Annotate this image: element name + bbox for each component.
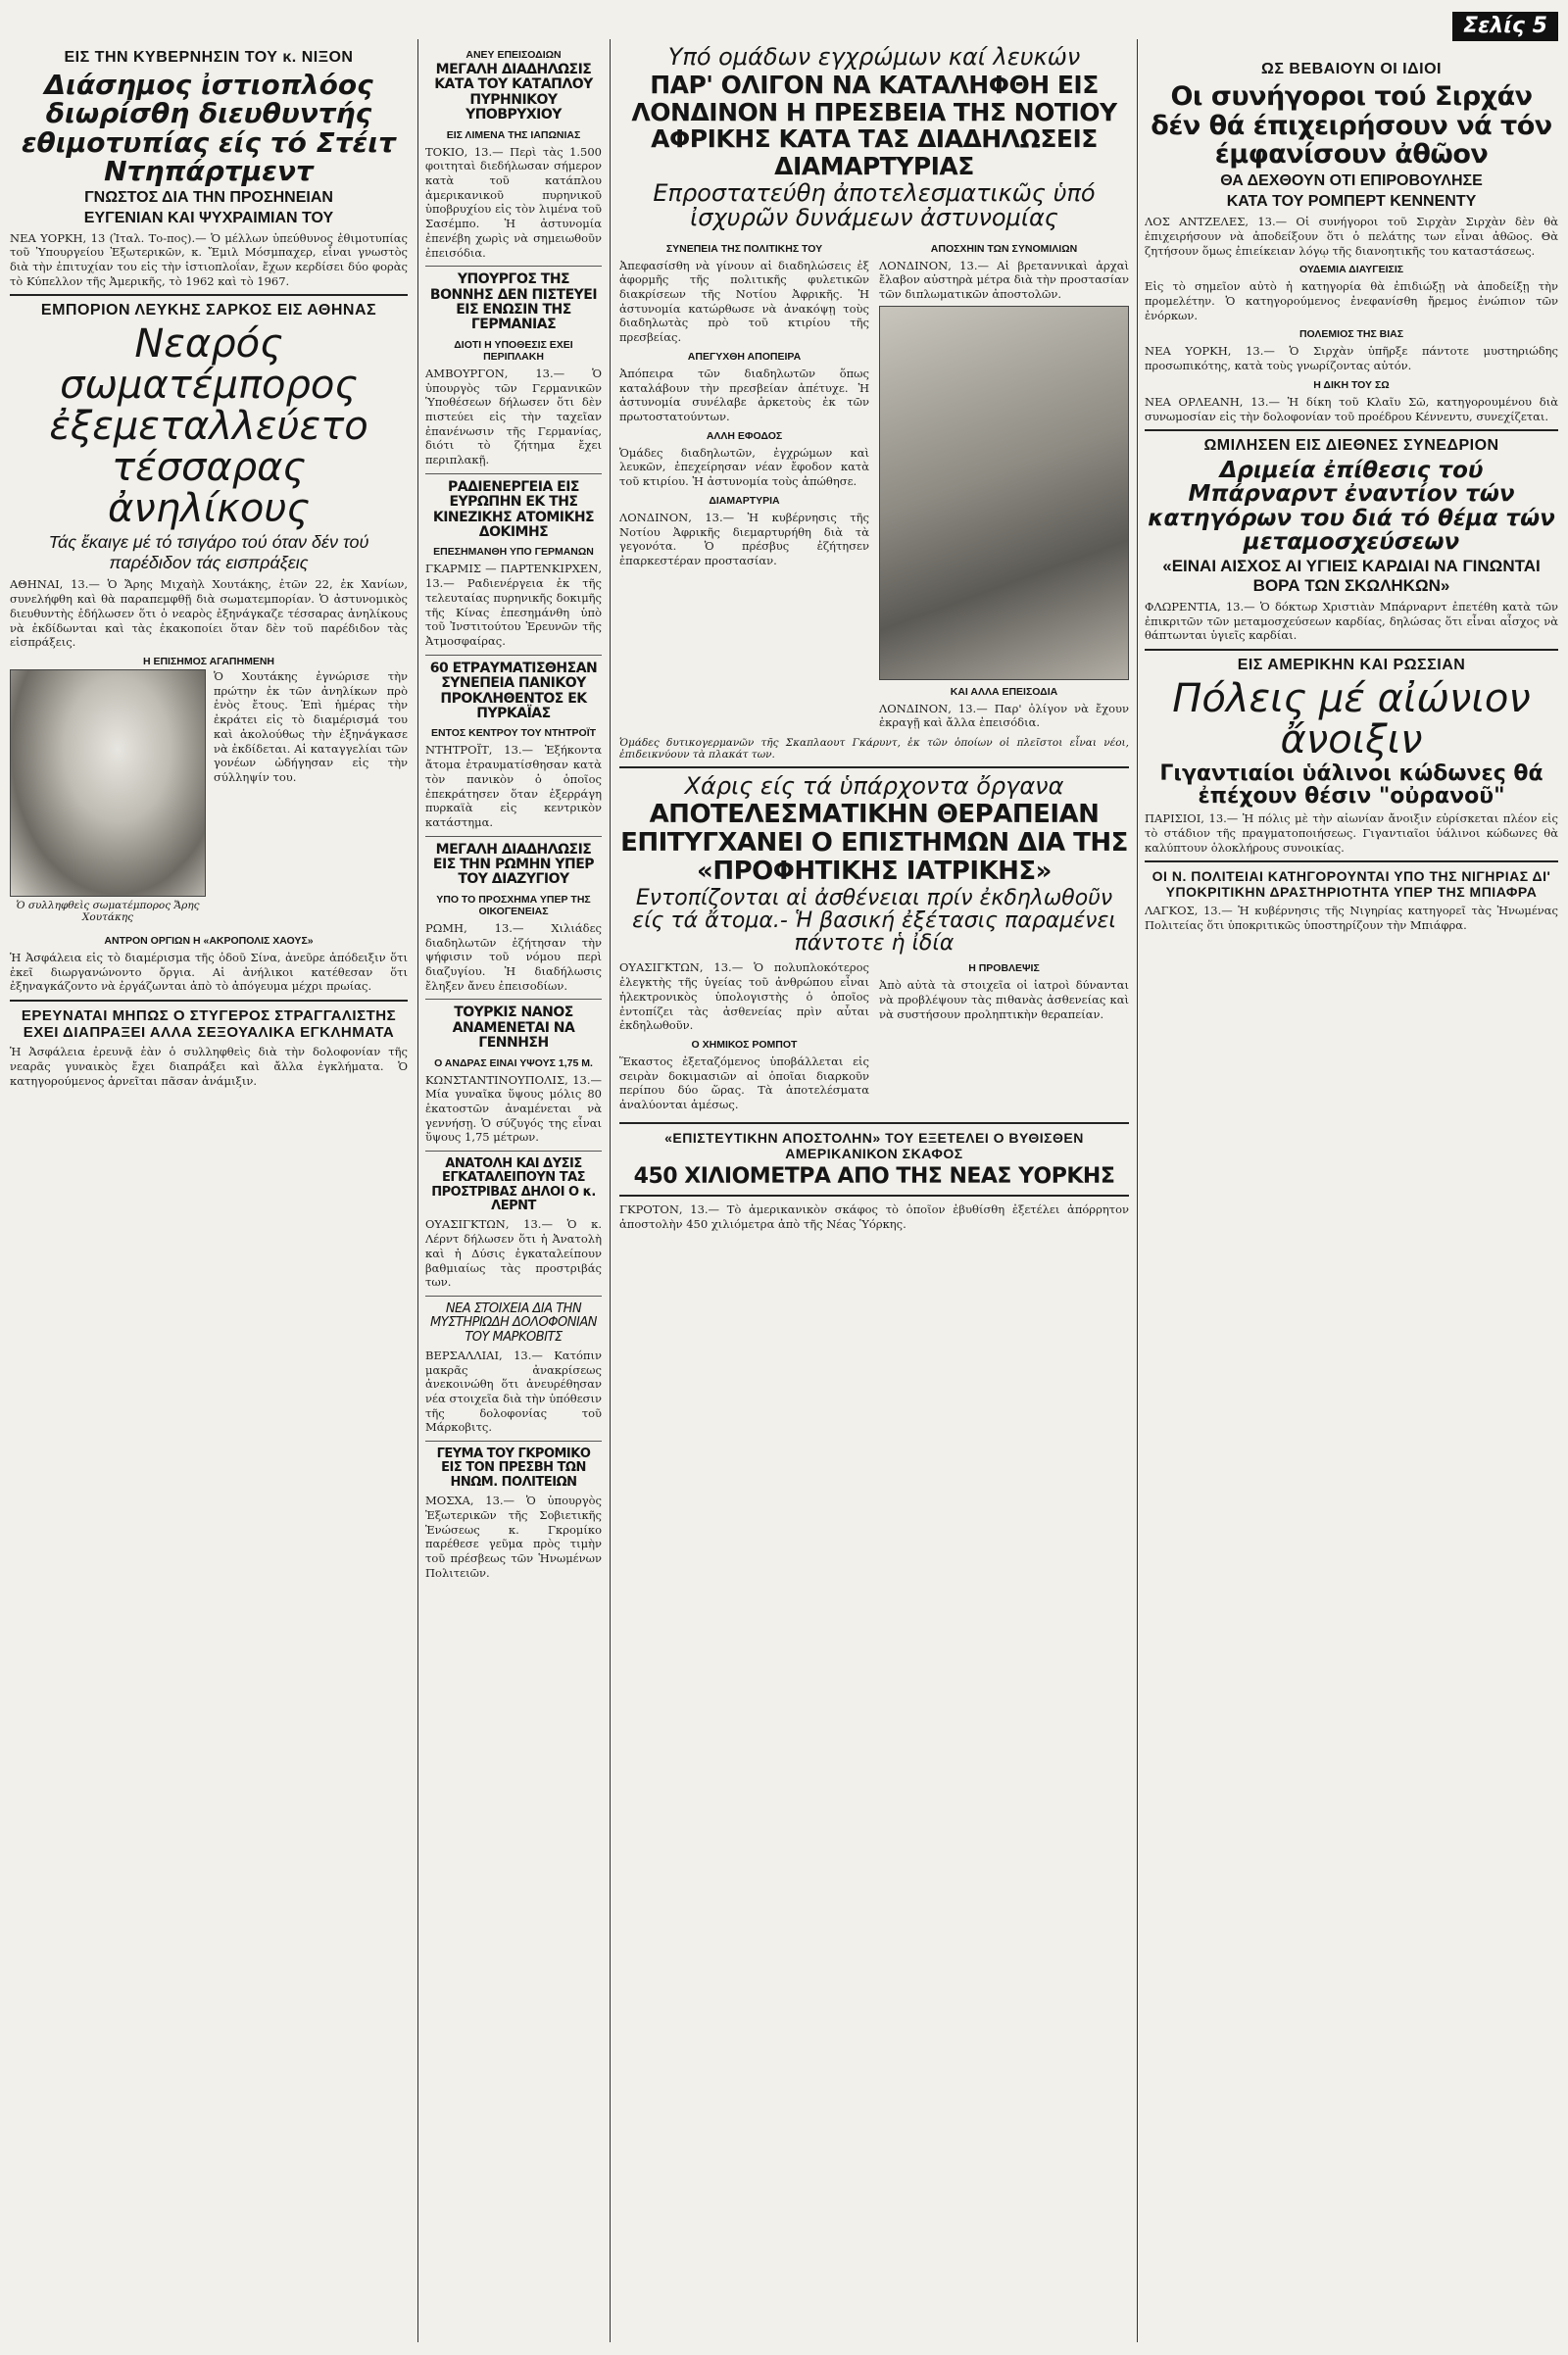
- headline-markovic: ΝΕΑ ΣΤΟΙΧΕΙΑ ΔΙΑ ΤΗΝ ΜΥΣΤΗΡΙΩΔΗ ΔΟΛΟΦΟΝΙΑΝ ΤΟΥ ΜΑΡΚΟΒΙΤΣ: [430, 1300, 597, 1345]
- subhead-1: ΘΑ ΔΕΧΘΟΥΝ ΟΤΙ ΕΠΙΡΟΒΟΥΛΗΣΕ: [1220, 172, 1483, 190]
- story-text: ΑΜΒΟΥΡΓΟΝ, 13.— Ὁ ὑπουργὸς τῶν Γερμανικῶν Ὑποθέσεων δήλωσεν ὅτι δὲν πιστεύει εἰς τὴν ταχεῖαν ἐπανένωσιν τῆς Γερμανίας, διότι τὸ ζήτημα ἔχει περιπλακῇ.: [425, 366, 602, 467]
- section-heading: Η ΔΙΚΗ ΤΟΥ ΣΩ: [1313, 378, 1390, 391]
- kicker-congress: ΩΜΙΛΗΣΕΝ ΕΙΣ ΔΙΕΘΝΕΣ ΣΥΝΕΔΡΙΟΝ: [1203, 437, 1499, 455]
- divider: [425, 266, 602, 267]
- story-text: Ἕκαστος ἐξεταζόμενος ὑποβάλλεται εἰς σειρὰν δοκιμασιῶν αἱ ὁποῖαι διαρκοῦν περίπου δύο ὥρας. Τὰ ἀποτελέσματα ἀναλύονται ἀμέσως.: [619, 1055, 869, 1112]
- section-heading: ΠΟΛΕΜΙΟΣ ΤΗΣ ΒΙΑΣ: [1298, 328, 1404, 341]
- column-rule: [1137, 39, 1138, 2342]
- column-2: [425, 43, 602, 1584]
- section-heading: ΚΑΙ ΑΛΛΑ ΕΠΕΙΣΟΔΙΑ: [950, 685, 1058, 698]
- headline-gromyko: ΓΕΥΜΑ ΤΟΥ ΓΚΡΟΜΙΚΟ ΕΙΣ ΤΟΝ ΠΡΕΣΒΗ ΤΩΝ ΗΝΩΜ. ΠΟΛΙΤΕΙΩΝ: [436, 1447, 591, 1490]
- divider: [425, 473, 602, 474]
- divider: [425, 1151, 602, 1152]
- story-text: ΛΑΓΚΟΣ, 13.— Ἡ κυβέρνησις τῆς Νιγηρίας κατηγορεῖ τὰς Ἡνωμένας Πολιτείας ὅτι ὑποκριτικῶς ὑποστηρίζουν τὴν Μπιάφρα.: [1145, 904, 1558, 933]
- section-heading: ΑΠΟΣΧΗΙΝ ΤΩΝ ΣΥΝΟΜΙΛΙΩΝ: [930, 242, 1078, 255]
- demonstrators-photo: [879, 306, 1129, 680]
- story-text: ΝΕΑ ΥΟΡΚΗ, 13 (Ἰταλ. Το-πος).— Ὁ μέλλων ὑπεύθυνος ἐθιμοτυπίας τοῦ Ὑπουργείου Ἐξωτερικῶν, κ. Ἔμιλ Μόσμπαχερ, εἶναι γνωστὸς διὰ τὴν ἐπιτυχίαν του εἰς τὴν ἱστιοπλοΐαν, ἔχων κερδίσει δύο φορὰς τὸ Κύπελλον τῆς Ἀμερικῆς, τὸ 1962 καὶ τὸ 1967.: [10, 230, 408, 288]
- headline-london-embassy: ΠΑΡ' ΟΛΙΓΟΝ ΝΑ ΚΑΤΑΛΗΦΘΗ ΕΙΣ ΛΟΝΔΙΝΟΝ Η ΠΡΕΣΒΕΙΑ ΤΗΣ ΝΟΤΙΟΥ ΑΦΡΙΚΗΣ ΚΑΤΑ ΤΑΣ ΔΙΑΔΗΛΩΣΕΙΣ ΔΙΑΜΑΡΤΥΡΙΑΣ: [631, 71, 1117, 180]
- subhead-1: ΓΝΩΣΤΟΣ ΔΙΑ ΤΗΝ ΠΡΟΣΗΝΕΙΑΝ: [84, 188, 333, 206]
- story-text: ΓΚΑΡΜΙΣ — ΠΑΡΤΕΝΚΙΡΧΕΝ, 13.— Ραδιενέργεια ἐκ τῆς τελευταίας πυρηνικῆς δοκιμῆς τῆς Κίνας ἐπεσημάνθη ὑπὸ τοῦ Ἰνστιτούτου Ἐρευνῶν τῆς Ἀτμοσφαίρας.: [425, 562, 602, 649]
- divider: [425, 1296, 602, 1297]
- column-center: [619, 43, 1129, 1236]
- section-heading: ΑΠΕΓΥΧΘΗ ΑΠΟΠΕΙΡΑ: [687, 350, 802, 363]
- subhead: ΔΙΟΤΙ Η ΥΠΟΘΕΣΙΣ ΕΧΕΙ ΠΕΡΙΠΛΑΚΗ: [454, 338, 573, 363]
- story-text: ΝΕΑ ΟΡΛΕΑΝΗ, 13.— Ἡ δίκη τοῦ Κλαῖυ Σῶ, κατηγορουμένου διὰ συνωμοσίαν εἰς τὴν δολοφονίαν τοῦ προέδρου Κέννεντυ, συνεχίζεται.: [1145, 394, 1558, 423]
- story-text: Ἀπὸ αὐτὰ τὰ στοιχεῖα οἱ ἰατροὶ δύνανται νὰ προβλέψουν τὰς πιθανὰς ἀσθενείας καὶ νὰ συστήσουν προληπτικὴν θεραπείαν.: [879, 978, 1129, 1021]
- story-text: ΒΕΡΣΑΛΛΙΑΙ, 13.— Κατόπιν μακρᾶς ἀνακρίσεως ἀνεκοινώθη ὅτι ἀνευρέθησαν νέα στοιχεῖα διὰ τὴν ὑπόθεσιν τῆς δολοφονίας τοῦ Μάρκοβιτς.: [425, 1348, 602, 1435]
- kicker-america-russia: ΕΙΣ ΑΜΕΡΙΚΗΝ ΚΑΙ ΡΩΣΣΙΑΝ: [1237, 656, 1466, 673]
- story-text: ΦΛΩΡΕΝΤΙΑ, 13.— Ὁ δόκτωρ Χριστιὰν Μπάρναρντ ἐπετέθη κατὰ τῶν ἐπικριτῶν τῶν μεταμοσχεύσεων καρδίας, δηλώσας ὅτι εἶναι αἶσχος νὰ θάπτωνται ὑγιεῖς καρδίαι.: [1145, 599, 1558, 643]
- subhead-3: Τάς ἔκαιγε μέ τό τσιγάρο τού όταν δέν τού παρέδιδον τάς εισπράξεις: [48, 532, 369, 573]
- headline-sirhan-lawyers: Οι συνήγοροι τού Σιρχάν δέν θά έπιχειρήσουν νά τόν έμφανίσουν ἀθῶον: [1151, 81, 1552, 171]
- story-text: Ἡ Ἀσφάλεια ἐρευνᾷ ἐὰν ὁ συλληφθεὶς διὰ τὴν δολοφονίαν τῆς νεαρᾶς γυναικὸς ἔχει διαπράξει καὶ ἄλλα ἐγκλήματα. Ὁ κατηγορούμενος ἀρνεῖται πᾶσαν ἀνάμιξιν.: [10, 1045, 408, 1088]
- photo-caption: Ὁ συλληφθεὶς σωματέμπορος Ἄρης Χουτάκης: [16, 900, 200, 924]
- story-text: Ἀπόπειρα τῶν διαδηλωτῶν ὅπως καταλάβουν τὴν πρεσβείαν ἀπέτυχε. Ἡ ἀστυνομία συνέλαβε ἀρκετοὺς ἐκ τῶν πρωτοστατούντων.: [619, 366, 869, 424]
- section-heading: ΟΥΔΕΜΙΑ ΔΙΑΥΓΕΙΣΙΣ: [1298, 264, 1404, 276]
- story-text: ΛΟΝΔΙΝΟΝ, 13.— Παρ' ὀλίγον νὰ ἔχουν ἐκραγῇ καὶ ἄλλα ἐπεισόδια.: [879, 701, 1129, 730]
- section-heading: ΣΥΝΕΠΕΙΑ ΤΗΣ ΠΟΛΙΤΙΚΗΣ ΤΟΥ: [665, 242, 823, 255]
- divider: [10, 1000, 408, 1002]
- story-text: Εἰς τὸ σημεῖον αὐτὸ ἡ κατηγορία θὰ ἐπιδιώξῃ νὰ ἀποδείξῃ τὴν προμελέτην. Ὁ κατηγορούμενος ἐνεφανίσθη ἤρεμος ἐνώπιον τῶν ἐνόρκων.: [1145, 279, 1558, 322]
- story-text: Ὁμάδες διαδηλωτῶν, ἐγχρώμων καὶ λευκῶν, ἐπεχείρησαν νέαν ἔφοδον κατὰ τοῦ κτιρίου. Ἡ ἀστυνομία τοὺς ἀπώθησε.: [619, 445, 869, 489]
- headline-east-west: ΑΝΑΤΟΛΗ ΚΑΙ ΔΥΣΙΣ ΕΓΚΑΤΑΛΕΙΠΟΥΝ ΤΑΣ ΠΡΟΣΤΡΙΒΑΣ ΔΗΛΟΙ Ο κ. ΛΕΡΝΤ: [431, 1156, 596, 1214]
- column-4: [1145, 59, 1558, 937]
- photo-caption: Ὁμάδες δυτικογερμανῶν τῆς Σκαπλαουτ Γκάρυντ, ἐκ τῶν ὁποίων οἱ πλεῖστοι εἶναι νέοι, ἐπιδεικνύουν τὰ πλακάτ των.: [619, 737, 1129, 761]
- story-text: ΡΩΜΗ, 13.— Χιλιάδες διαδηλωτῶν ἐζήτησαν τὴν ψήφισιν τοῦ νόμου περὶ διαζυγίου. Ἡ διαδήλωσις ἔληξεν ἄνευ ἐπεισοδίων.: [425, 920, 602, 993]
- subhead-3: «ΕΙΝΑΙ ΑΙΣΧΟΣ ΑΙ ΥΓΙΕΙΣ ΚΑΡΔΙΑΙ ΝΑ ΓΙΝΩΝΤΑΙ ΒΟΡΑ ΤΩΝ ΣΚΩΛΗΚΩΝ»: [1162, 556, 1541, 595]
- story-text: Ἡ Ἀσφάλεια εἰς τὸ διαμέρισμα τῆς ὁδοῦ Σίνα, ἀνεῦρε ἀπόδειξιν ὅτι ἐκεῖ διωργανώνοντο ὄργια. Αἱ ἀνήλικοι κατέθεσαν ὅτι ἐξηναγκάζοντο νὰ ἐργάζωνται ἀπὸ τὸ ἀπόγευμα μέχρι πρωίας.: [10, 951, 408, 994]
- story-text: ΛΟΝΔΙΝΟΝ, 13.— Αἱ βρεταννικαὶ ἀρχαὶ ἔλαβον αὐστηρὰ μέτρα διὰ τὴν προστασίαν τῶν διπλωματικῶν ἀποστολῶν.: [879, 258, 1129, 301]
- kicker-colored-white: Υπό ομάδων εγχρώμων καί λευκών: [667, 43, 1081, 71]
- subhead-police: Επροστατεύθη ἀποτελεσματικῶς ὑπό ἰσχυρῶν δυνάμεων ἀστυνομίας: [653, 179, 1096, 232]
- divider: [1145, 429, 1558, 431]
- column-1: [10, 47, 408, 1092]
- section-heading: ΔΙΑΜΑΡΤΥΡΙΑ: [709, 494, 780, 507]
- page-number-masthead: Σελίς 5: [1452, 12, 1558, 41]
- subhead-glass-domes: Γιγαντιαίοι ὑάλινοι κώδωνες θά ἐπέχουν θέσιν "οὐρανοῦ": [1159, 760, 1544, 810]
- subhead: Ο ΑΝΔΡΑΣ ΕΙΝΑΙ ΥΨΟΥΣ 1,75 Μ.: [434, 1056, 593, 1069]
- kicker-instruments: Χάρις είς τά ὑπάρχοντα ὄργανα: [684, 772, 1064, 801]
- subhead-2: ΕΥΓΕΝΙΑΝ ΚΑΙ ΨΥΧΡΑΙΜΙΑΝ ΤΟΥ: [83, 209, 334, 226]
- kicker-no-incidents: ΑΝΕΥ ΕΠΕΙΣΟΔΙΩΝ: [466, 49, 562, 61]
- kicker-nixon: ΕΙΣ ΤΗΝ ΚΥΒΕΡΝΗΣΙΝ ΤΟΥ κ. ΝΙΞΟΝ: [64, 49, 354, 66]
- section-heading: ΑΛΛΗ ΕΦΟΔΟΣ: [706, 429, 783, 442]
- kicker-themselves: ΩΣ ΒΕΒΑΙΟΥΝ ΟΙ ΙΔΙΟΙ: [1261, 61, 1442, 77]
- story-text: ΛΟΣ ΑΝΤΖΕΛΕΣ, 13.— Οἱ συνήγοροι τοῦ Σιρχὰν Σιρχὰν δὲν θὰ ἐπιχειρήσουν νὰ ἀποδείξουν ὅτι ὁ πελάτης των εἶναι ἀθῶος. Θὰ ζητήσουν ὅμως ἐπιείκειαν λόγῳ τῆς διανοητικῆς του καταστάσεως.: [1145, 215, 1558, 258]
- subhead: ΕΝΤΟΣ ΚΕΝΤΡΟΥ ΤΟΥ ΝΤΗΤΡΟΪΤ: [430, 727, 597, 740]
- headline-450-km: 450 ΧΙΛΙΟΜΕΤΡΑ ΑΠΟ ΤΗΣ ΝΕΑΣ ΥΟΡΚΗΣ: [633, 1163, 1115, 1189]
- divider: [425, 999, 602, 1000]
- story-text: ΟΥΑΣΙΓΚΤΩΝ, 13.— Ὁ πολυπλοκότερος ἐλεγκτὴς τῆς ὑγείας τοῦ ἀνθρώπου εἶναι ἠλεκτρονικὸς ὑπολογιστὴς ὁ ὁποῖος ἐντοπίζει τὰς ἀσθενείας πρὶν αὗται ἐκδηλωθοῦν.: [619, 960, 869, 1033]
- column-rule: [610, 39, 611, 2342]
- headline-eternal-spring: Πόλεις μέ αἰώνιον ἄνοιξιν: [1172, 675, 1531, 762]
- divider: [425, 655, 602, 656]
- subhead-diseases: Εντοπίζονται αἱ ἀσθένειαι πρίν ἐκδηλωθοῦν είς τά ἄτομα.- Ἡ βασική ἐξέτασις παραμένει πάντοτε ἡ ἰδία: [632, 886, 1116, 957]
- headline-panic-fire: 60 ΕΤΡΑΥΜΑΤΙΣΘΗΣΑΝ ΣΥΝΕΠΕΙΑ ΠΑΝΙΚΟΥ ΠΡΟΚΛΗΘΕΝΤΟΣ ΕΚ ΠΥΡΚΑΪΑΣ: [429, 660, 598, 721]
- divider: [10, 294, 408, 296]
- headline-radioactivity: ΡΑΔΙΕΝΕΡΓΕΙΑ ΕΙΣ ΕΥΡΩΠΗΝ ΕΚ ΤΗΣ ΚΙΝΕΖΙΚΗΣ ΑΤΟΜΙΚΗΣ ΔΟΚΙΜΗΣ: [432, 478, 595, 541]
- headline-turkish-dwarf: ΤΟΥΡΚΙΣ ΝΑΝΟΣ ΑΝΑΜΕΝΕΤΑΙ ΝΑ ΓΕΝΝΗΣΗ: [452, 1005, 575, 1052]
- story-text: ΑΘΗΝΑΙ, 13.— Ὁ Ἄρης Μιχαὴλ Χουτάκης, ἐτῶν 22, ἐκ Χανίων, συνελήφθη καὶ θὰ παραπεμφθῇ διὰ σωματεμπορίαν. Ὁ ἀστυνομικὸς διευθυντὴς ἐδήλωσεν ὅτι ὁ νεαρὸς ἐξηνάγκαζε τέσσαρας ἀνηλίκους νὰ ἐκδίδωνται καὶ τὰς ἐκακοποίει ὅταν δὲν τοῦ παρέδιδον τὰς εἰσπράξεις.: [10, 577, 408, 650]
- story-text: ΤΟΚΙΟ, 13.— Περὶ τὰς 1.500 φοιτηταὶ διεδήλωσαν σήμερον κατὰ τοῦ κατάπλου ἀμερικανικοῦ πυρηνικοῦ ὑποβρυχίου εἰς τὸν λιμένα τοῦ Σασέμπο. Ἡ ἀστυνομία ἐπενέβη χωρὶς νὰ σημειωθοῦν ἐπεισόδια.: [425, 144, 602, 260]
- subhead: ΕΠΕΣΗΜΑΝΘΗ ΥΠΟ ΓΕΡΜΑΝΩΝ: [433, 546, 594, 559]
- suspect-portrait: [10, 669, 206, 897]
- kicker-nigeria: ΟΙ Ν. ΠΟΛΙΤΕΙΑΙ ΚΑΤΗΓΟΡΟΥΝΤΑΙ ΥΠΟ ΤΗΣ ΝΙΓΗΡΙΑΣ ΔΙ' ΥΠΟΚΡΙΤΙΚΗΝ ΔΡΑΣΤΗΡΙΟΤΗΤΑ ΥΠΕΡ ΤΗΣ ΜΠΙΑΦΡΑ: [1152, 868, 1551, 901]
- subhead: ΥΠΟ ΤΟ ΠΡΟΣΧΗΜΑ ΥΠΕΡ ΤΗΣ ΟΙΚΟΓΕΝΕΙΑΣ: [436, 893, 591, 917]
- headline-protocol-chief: Διάσημος ἰστιοπλόος διωρίσθη διευθυντής εθιμοτυπίας είς τό Στέιτ Ντηπάρτμεντ: [21, 69, 397, 188]
- headline-rome-divorce: ΜΕΓΑΛΗ ΔΙΑΔΗΛΩΣΙΣ ΕΙΣ ΤΗΝ ΡΩΜΗΝ ΥΠΕΡ ΤΟΥ ΔΙΑΖΥΓΙΟΥ: [432, 841, 595, 888]
- story-text: ΚΩΝΣΤΑΝΤΙΝΟΥΠΟΛΙΣ, 13.— Μία γυναῖκα ὕψους μόλις 80 ἑκατοστῶν ἀναμένεται νὰ γεννήσῃ. Ὁ σύζυγός της εἶναι ὕψους 1,75 μέτρων.: [425, 1072, 602, 1145]
- story-text: Ὁ Χουτάκης ἐγνώρισε τὴν πρώτην ἐκ τῶν ἀνηλίκων πρὸ ἑνὸς ἔτους. Ἐπὶ ἡμέρας τὴν ἐκράτει εἰς τὸ διαμέρισμά του καὶ ἀκολούθως τὴν ἐξηνάγκασε νὰ ἐκδίδεται. Αἱ καταγγελίαι τῶν γονέων ὡδήγησαν εἰς τὴν σύλληψίν του.: [214, 669, 408, 785]
- story-text: ΠΑΡΙΣΙΟΙ, 13.— Ἡ πόλις μὲ τὴν αἰωνίαν ἄνοιξιν εὑρίσκεται πλέον εἰς τὸ στάδιον τῆς πραγματοποιήσεως. Γιγαντιαῖοι ὑάλινοι κώδωνες θὰ καλύπτουν ὁλοκλήρους συνοικίας.: [1145, 811, 1558, 855]
- column-rule: [417, 39, 418, 2342]
- headline-prophetic-medicine: ΑΠΟΤΕΛΕΣΜΑΤΙΚΗΝ ΘΕΡΑΠΕΙΑΝ ΕΠΙΤΥΓΧΑΝΕΙ Ο ΕΠΙΣΤΗΜΩΝ ΔΙΑ ΤΗΣ «ΠΡΟΦΗΤΙΚΗΣ ΙΑΤΡΙΚΗΣ»: [620, 800, 1128, 886]
- divider: [425, 1441, 602, 1442]
- kicker-submarine-mission: «ΕΠΙΣΤΕΥΤΙΚΗΝ ΑΠΟΣΤΟΛΗΝ» ΤΟΥ ΕΞΕΤΕΛΕΙ Ο ΒΥΘΙΣΘΕΝ ΑΜΕΡΙΚΑΝΙΚΟΝ ΣΚΑΦΟΣ: [664, 1129, 1084, 1161]
- section-heading: ΑΝΤΡΟΝ ΟΡΓΙΩΝ Η «ΑΚΡΟΠΟΛΙΣ ΧΑΟΥΣ»: [104, 935, 314, 948]
- divider: [619, 766, 1129, 768]
- headline-submarine-protest: ΜΕΓΑΛΗ ΔΙΑΔΗΛΩΣΙΣ ΚΑΤΑ ΤΟΥ ΚΑΤΑΠΛΟΥ ΠΥΡΗΝΙΚΟΥ ΥΠΟΒΡΥΧΙΟΥ: [434, 62, 593, 123]
- divider: [1145, 649, 1558, 651]
- story-text: ΝΕΑ ΥΟΡΚΗ, 13.— Ὁ Σιρχὰν ὑπῆρξε πάντοτε μυστηριώδης προσωπικότης, κατὰ τοὺς γνωρίζοντας αὐτόν.: [1145, 344, 1558, 373]
- section-heading: Η ΠΡΟΒΛΕΨΙΣ: [968, 962, 1040, 975]
- headline-procurer: Νεαρός σωματέμπορος ἐξεμεταλλεύετο τέσσαρας ἀνηλίκους: [49, 321, 368, 532]
- headline-bonn-minister: ΥΠΟΥΡΓΟΣ ΤΗΣ ΒΟΝΝΗΣ ΔΕΝ ΠΙΣΤΕΥΕΙ ΕΙΣ ΕΝΩΣΙΝ ΤΗΣ ΓΕΡΜΑΝΙΑΣ: [429, 271, 598, 333]
- divider: [425, 836, 602, 837]
- story-text: ΓΚΡΟΤΟΝ, 13.— Τὸ ἀμερικανικὸν σκάφος τὸ ὁποῖον ἐβυθίσθη ἐξετέλει ἀπόρρητον ἀποστολὴν 450 χιλιόμετρα ἀπὸ τῆς Νέας Ὑόρκης.: [619, 1202, 1129, 1231]
- story-text: ΜΟΣΧΑ, 13.— Ὁ ὑπουργὸς Ἐξωτερικῶν τῆς Σοβιετικῆς Ἑνώσεως κ. Γκρομίκο παρέθεσε γεῦμα πρὸς τιμὴν τοῦ πρέσβεως τῶν Ἡνωμένων Πολιτειῶν.: [425, 1494, 602, 1580]
- story-text: ΟΥΑΣΙΓΚΤΩΝ, 13.— Ὁ κ. Λέρντ δήλωσεν ὅτι ἡ Ἀνατολὴ καὶ ἡ Δύσις ἐγκαταλείπουν βαθμιαίως τὰς προστριβάς των.: [425, 1217, 602, 1290]
- kicker-strangler: ΕΡΕΥΝΑΤΑΙ ΜΗΠΩΣ Ο ΣΤΥΓΕΡΟΣ ΣΤΡΑΓΓΑΛΙΣΤΗΣ ΕΧΕΙ ΔΙΑΠΡΑΞΕΙ ΑΛΛΑ ΣΕΞΟΥΑΛΙΚΑ ΕΓΚΛΗΜΑΤΑ: [21, 1007, 397, 1042]
- kicker-white-slavery: ΕΜΠΟΡΙΟΝ ΛΕΥΚΗΣ ΣΑΡΚΟΣ ΕΙΣ ΑΘΗΝΑΣ: [40, 302, 377, 319]
- subhead: ΕΙΣ ΛΙΜΕΝΑ ΤΗΣ ΙΑΠΩΝΙΑΣ: [446, 128, 581, 141]
- subhead-2: ΚΑΤΑ ΤΟΥ ΡΟΜΠΕΡΤ ΚΕΝΝΕΝΤΥ: [1226, 193, 1477, 211]
- section-heading: Η ΕΠΙΣΗΜΟΣ ΑΓΑΠΗΜΕΝΗ: [142, 656, 275, 668]
- section-heading: Ο ΧΗΜΙΚΟΣ ΡΟΜΠΟΤ: [691, 1039, 798, 1051]
- story-text: ΛΟΝΔΙΝΟΝ, 13.— Ἡ κυβέρνησις τῆς Νοτίου Ἀφρικῆς διεμαρτυρήθη διὰ τὰ γεγονότα. Ὁ πρέσβυς ἐζήτησεν ἐπαρκεστέραν προστασίαν.: [619, 510, 869, 568]
- story-text: ΝΤΗΤΡΟΪΤ, 13.— Ἑξήκοντα ἄτομα ἐτραυματίσθησαν κατὰ τὸν πανικὸν ὁ ὁποῖος ἐπεκράτησεν ὅταν ἐξερράγη πυρκαϊὰ εἰς κεντρικὸν κατάστημα.: [425, 743, 602, 829]
- story-text: Ἀπεφασίσθη νὰ γίνουν αἱ διαδηλώσεις ἐξ ἀφορμῆς τῆς πολιτικῆς φυλετικῶν διακρίσεων τῆς Νοτίου Ἀφρικῆς. Ἡ ἀστυνομία κατώρθωσε νὰ ἀνακόψῃ τοὺς διαδηλωτὰς πρὸ τοῦ κτιρίου τῆς πρεσβείας.: [619, 258, 869, 345]
- divider: [1145, 860, 1558, 862]
- headline-barnard: Δριμεία ἐπίθεσις τού Μπάρναρντ ἐναντίον τών κατηγόρων του διά τό θέμα τών μεταμοσχεύσεων: [1148, 458, 1555, 555]
